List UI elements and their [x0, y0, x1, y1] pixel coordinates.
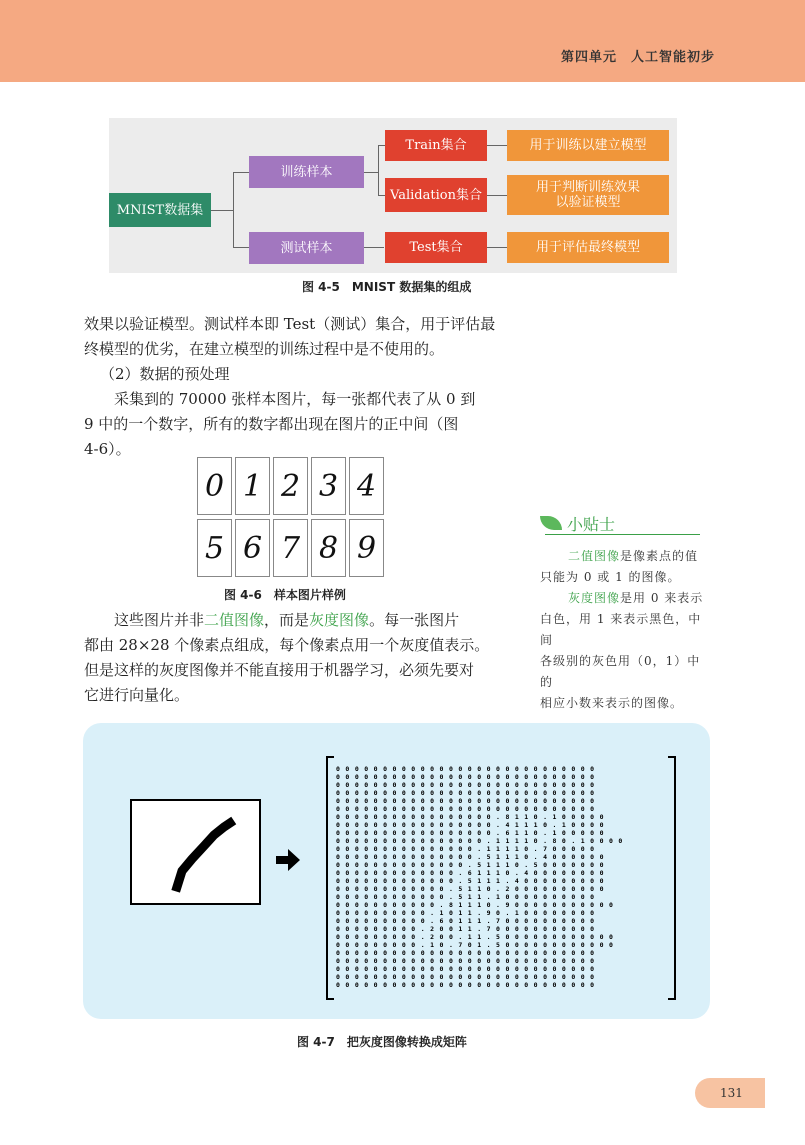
- connector: [487, 195, 507, 196]
- text-line: [84, 608, 504, 633]
- matrix-row: 000000000000000.11110.700000: [336, 845, 600, 853]
- connector: [378, 145, 385, 146]
- node-test-use: 用于评估最终模型: [507, 232, 669, 263]
- tip-line: 相应小数来表示的图像。: [540, 696, 684, 710]
- node-validation-use: 用于判断训练效果以验证模型: [507, 175, 669, 215]
- matrix-left-bracket: [326, 756, 334, 1000]
- figure-4-5-caption: 图 4-5 MNIST 数据集的组成: [302, 280, 472, 294]
- text-line: 都由 28×28 个像素点组成，每个像素点用一个灰度值表示。: [84, 636, 490, 654]
- text-line: 采集到的 70000 张样本图片，每一张都代表了从 0 到: [114, 390, 476, 408]
- figure-4-7-caption: 图 4-7 把灰度图像转换成矩阵: [297, 1035, 467, 1049]
- connector: [487, 145, 507, 146]
- matrix-row: 0000000000000000000000000000: [336, 981, 600, 989]
- text-line: 9 中的一个数字，所有的数字都出现在图片的正中间（图: [84, 415, 459, 433]
- term-binary-image: 二值图像: [568, 549, 621, 563]
- connector: [487, 247, 507, 248]
- text-span: 是像素点的值: [620, 549, 699, 563]
- matrix-row: 0000000000000000000000000000: [336, 765, 600, 773]
- connector: [233, 172, 234, 247]
- paragraph-2: [84, 387, 504, 462]
- tip-divider: [545, 534, 700, 535]
- matrix-row: 00000000000000000.6110.100000: [336, 829, 609, 837]
- text-span: 。每一张图片: [369, 611, 460, 629]
- text-line: 效果以验证模型。测试样本即 Test（测试）集合，用于评估最: [84, 315, 496, 333]
- matrix-row: 0000000000000000000000000000: [336, 805, 600, 813]
- matrix-row: 000000000.200.11.5000000000000: [336, 933, 619, 941]
- text-line: 终模型的优劣，在建立模型的训练过程中是不使用的。: [84, 340, 445, 358]
- matrix-row: 000000000000.5110.20000000000: [336, 885, 609, 893]
- text-span: 这些图片并非: [114, 611, 205, 629]
- section-heading: （2）数据的预处理: [100, 365, 230, 383]
- tip-title: 小贴士: [567, 515, 616, 534]
- matrix-row: 000000000.20011.700000000000: [336, 925, 600, 933]
- matrix-row: 0000000000000000000000000000: [336, 797, 600, 805]
- matrix-row: 0000000000000000000000000000: [336, 973, 600, 981]
- matrix-row: 000000000000.511.10000000000: [336, 893, 600, 901]
- arrow-right-icon: [276, 849, 300, 871]
- paragraph-1: [84, 312, 504, 362]
- digit-image: 9: [349, 519, 384, 577]
- digit-image: 8: [311, 519, 346, 577]
- tip-line: 只能为 0 或 1 的图像。: [540, 570, 681, 584]
- digit-image: 2: [273, 457, 308, 515]
- text-line: 4-6）。: [84, 440, 131, 458]
- connector: [378, 195, 385, 196]
- matrix-row: 0000000000000000000000000000: [336, 789, 600, 797]
- digit-image: 4: [349, 457, 384, 515]
- matrix-row: 0000000000.1011.90.100000000: [336, 909, 600, 917]
- figure-4-6-caption: 图 4-6 样本图片样例: [224, 588, 346, 602]
- matrix-row: 000000000.10.701.5000000000000: [336, 941, 619, 949]
- node-test-set: Test集合: [385, 232, 487, 263]
- node-mnist-root: MNIST数据集: [109, 193, 211, 227]
- paragraph-3: [84, 608, 504, 708]
- connector: [378, 145, 379, 195]
- node-train-set: Train集合: [385, 130, 487, 161]
- tip-line: 各级别的灰色用（0，1）中的: [540, 654, 701, 689]
- node-train-use: 用于训练以建立模型: [507, 130, 669, 161]
- digit-image: 7: [273, 519, 308, 577]
- pixel-matrix: [326, 756, 676, 998]
- digit-image: 5: [197, 519, 232, 577]
- term-grayscale-image: 灰度图像: [309, 611, 370, 629]
- matrix-row: 0000000000000.5111.4000000000: [336, 877, 609, 885]
- matrix-row: 00000000000000000.8110.100000: [336, 813, 609, 821]
- matrix-row: 000000000000000.51110.4000000: [336, 853, 609, 861]
- text-span: 是用 0 来表示: [620, 591, 704, 605]
- matrix-row: 0000000000000000000000000000: [336, 773, 600, 781]
- node-validation-set: Validation集合: [385, 178, 487, 212]
- text-span: ，而是: [264, 611, 310, 629]
- connector: [233, 172, 249, 173]
- matrix-row: 0000000000.60111.70000000000: [336, 917, 600, 925]
- matrix-row: 0000000000000000000000000000: [336, 965, 600, 973]
- term-grayscale-image: 灰度图像: [568, 591, 621, 605]
- handwritten-one-image: [130, 799, 261, 905]
- node-test-samples: 测试样本: [249, 232, 364, 264]
- matrix-row: 00000000000000.51110.50000000: [336, 861, 609, 869]
- leaf-icon: [540, 516, 562, 530]
- tip-line: 白色，用 1 来表示黑色，中间: [540, 612, 702, 647]
- text-line: 它进行向量化。: [84, 686, 190, 704]
- connector: [211, 210, 233, 211]
- matrix-row: 0000000000000000.11110.80.10000: [336, 837, 628, 845]
- tip-line: [540, 546, 712, 567]
- chapter-header: [0, 0, 805, 82]
- handwritten-stroke-icon: [132, 801, 259, 903]
- sample-digits-figure: [197, 457, 383, 579]
- mnist-diagram: [109, 118, 677, 273]
- matrix-row: 00000000000000000.41110.10000: [336, 821, 609, 829]
- text-line: 但是这样的灰度图像并不能直接用于机器学习，必须先要对: [84, 661, 475, 679]
- matrix-right-bracket: [668, 756, 676, 1000]
- connector: [364, 247, 384, 248]
- matrix-row: 0000000000000000000000000000: [336, 781, 600, 789]
- digit-image: 1: [235, 457, 270, 515]
- matrix-row: 0000000000000000000000000000: [336, 949, 600, 957]
- digit-image: 0: [197, 457, 232, 515]
- grayscale-to-matrix-figure: [83, 723, 710, 1019]
- connector: [233, 247, 249, 248]
- matrix-row: 0000000000000000000000000000: [336, 957, 600, 965]
- page-number: 131: [720, 1086, 743, 1100]
- matrix-row: 00000000000.81110.900000000000: [336, 901, 619, 909]
- tip-line: [540, 588, 712, 609]
- tip-body: [540, 546, 712, 714]
- term-binary-image: 二值图像: [204, 611, 265, 629]
- node-train-samples: 训练样本: [249, 156, 364, 188]
- digit-image: 3: [311, 457, 346, 515]
- chapter-title: 第四单元 人工智能初步: [560, 50, 715, 65]
- digit-image: 6: [235, 519, 270, 577]
- matrix-row: 0000000000000.61110.400000000: [336, 869, 609, 877]
- connector: [364, 172, 378, 173]
